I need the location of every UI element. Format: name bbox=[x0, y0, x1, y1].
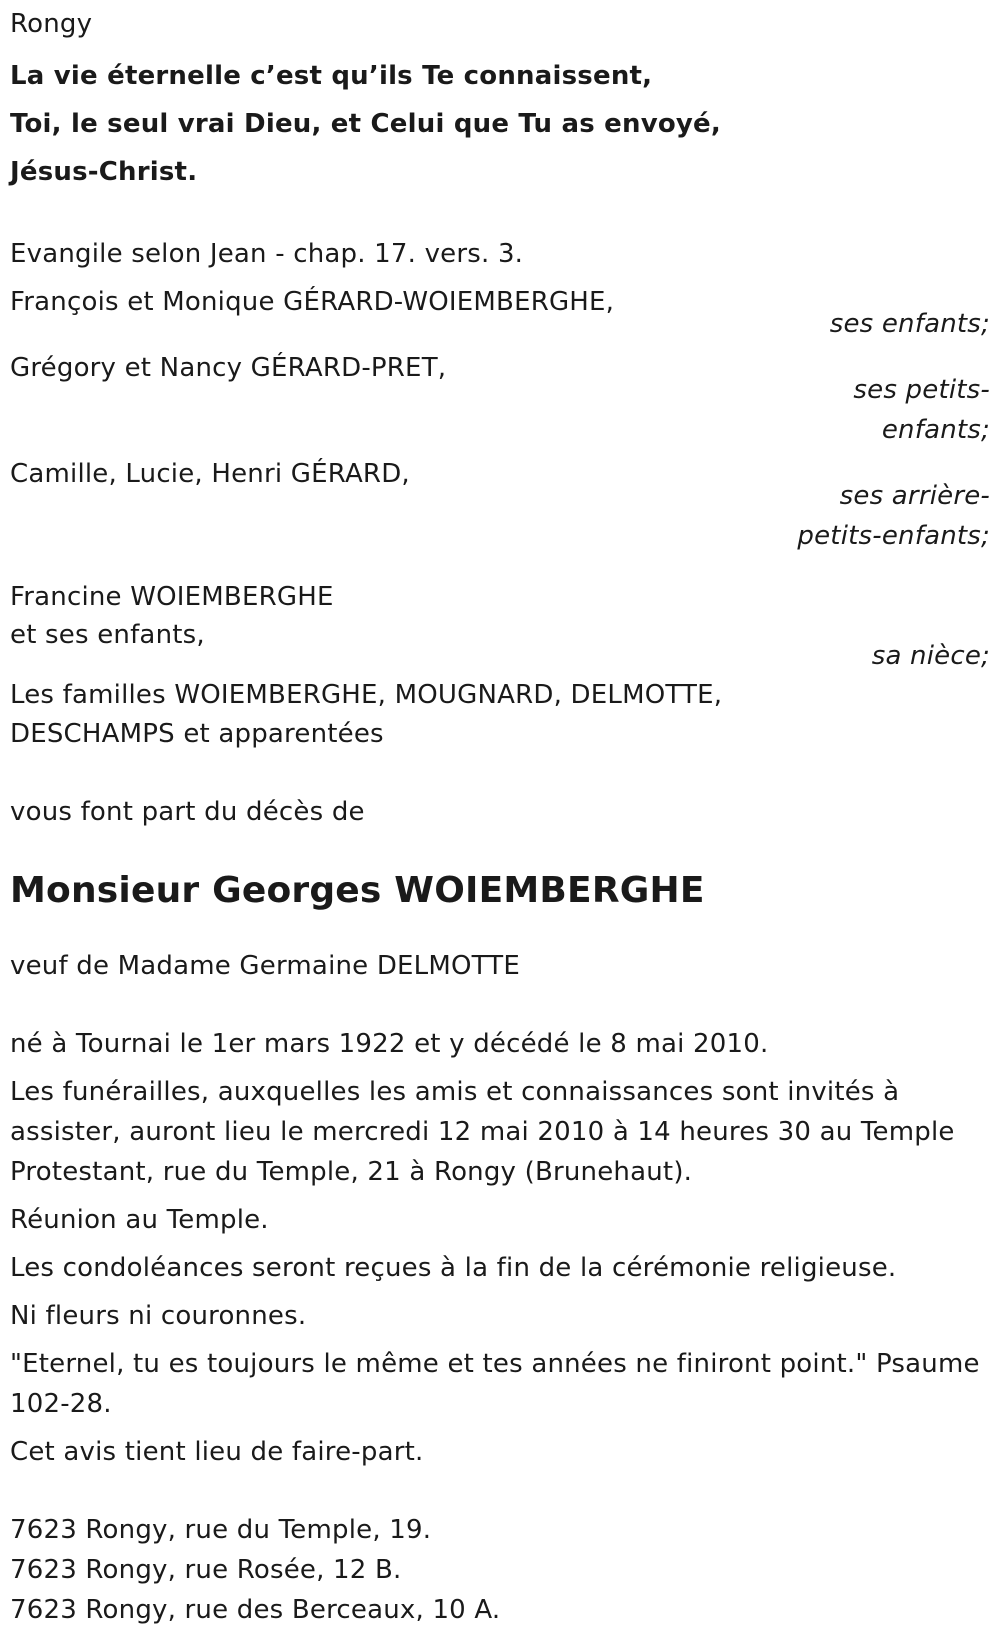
family-role: ses arrière-petits-enfants; bbox=[797, 481, 990, 551]
family-role: sa nièce; bbox=[871, 641, 990, 671]
family-names: Camille, Lucie, Henri GÉRARD, bbox=[10, 459, 410, 489]
family-names: François et Monique GÉRARD-WOIEMBERGHE, bbox=[10, 287, 615, 317]
verse-reference: Evangile selon Jean - chap. 17. vers. 3. bbox=[10, 239, 524, 269]
spouse-text: veuf de Madame Germaine DELMOTTE bbox=[10, 951, 520, 981]
family-role: ses enfants; bbox=[829, 309, 990, 339]
condolences-text: Les condoléances seront reçues à la fin de la cérémonie religieuse. bbox=[10, 1253, 897, 1283]
bible-verse bbox=[10, 52, 980, 196]
family-names: Francine WOIEMBERGHE bbox=[10, 582, 334, 612]
psalm-text: "Eternel, tu es toujours le même et tes années ne finiront point." Psaume 102-28. bbox=[10, 1349, 980, 1419]
verse-line: Jésus-Christ. bbox=[10, 157, 198, 187]
address-line: 7623 Rongy, rue Rosée, 12 B. bbox=[10, 1555, 402, 1585]
family-names: Les familles WOIEMBERGHE, MOUGNARD, DELMOTTE, bbox=[10, 680, 723, 710]
address-list bbox=[10, 1510, 980, 1630]
address-line: 7623 Rongy, rue du Temple, 19. bbox=[10, 1515, 432, 1545]
family-names: et ses enfants, bbox=[10, 620, 205, 650]
family-entry bbox=[10, 348, 990, 450]
funeral-text: Les funérailles, auxquelles les amis et connaissances sont invités à assister, auront lieu le mercredi 12 mai 2010 à 14 heures 30 au Temple Protestant, rue du Temple, 21 à Rongy (Brunehaut). bbox=[10, 1077, 955, 1187]
family-names: Grégory et Nancy GÉRARD-PRET, bbox=[10, 353, 447, 383]
family-entry bbox=[10, 282, 990, 344]
flowers-text: Ni fleurs ni couronnes. bbox=[10, 1301, 307, 1331]
address-line: 7623 Rongy, rue des Berceaux, 10 A. bbox=[10, 1595, 501, 1625]
announcement-text: vous font part du décès de bbox=[10, 797, 365, 827]
family-names: DESCHAMPS et apparentées bbox=[10, 719, 384, 749]
verse-line: La vie éternelle c’est qu’ils Te connaissent, bbox=[10, 61, 653, 91]
family-entry bbox=[10, 578, 990, 676]
family-entry bbox=[10, 676, 990, 754]
meeting-text: Réunion au Temple. bbox=[10, 1205, 269, 1235]
family-entry bbox=[10, 454, 990, 556]
verse-line: Toi, le seul vrai Dieu, et Celui que Tu as envoyé, bbox=[10, 109, 721, 139]
birth-death-text: né à Tournai le 1er mars 1922 et y décédé le 8 mai 2010. bbox=[10, 1029, 769, 1059]
place-header: Rongy bbox=[10, 9, 93, 39]
deceased-name: Monsieur Georges WOIEMBERGHE bbox=[10, 870, 705, 911]
family-role: ses petits-enfants; bbox=[853, 375, 990, 445]
notice-text: Cet avis tient lieu de faire-part. bbox=[10, 1437, 424, 1467]
